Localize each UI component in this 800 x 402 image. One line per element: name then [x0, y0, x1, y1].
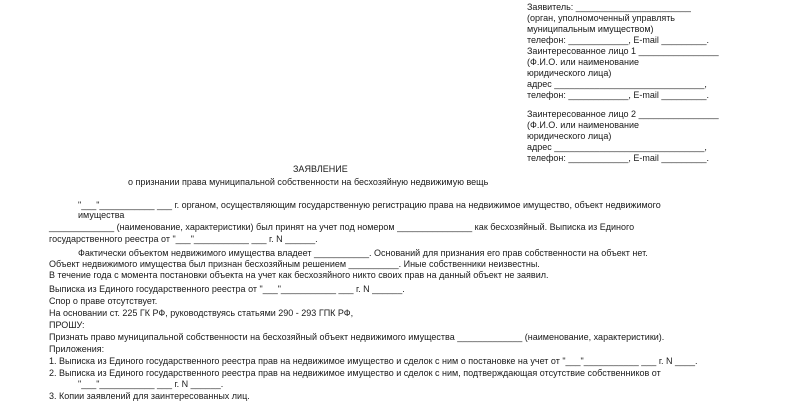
party2-address: адрес ______________________________,: [527, 142, 707, 152]
body-p4: Выписка из Единого государственного реестра от "___"___________ ___ г. N ______.: [49, 284, 405, 294]
attachment-1: 1. Выписка из Единого государственного реестра прав на недвижимое имущество и сделок с ним о постановке на учет от "___"___________ ___ г. N ____.: [49, 356, 698, 366]
body-p1-line1: "___"___________ ___ г. органом, осуществляющим государственную регистрацию права на недвижимое имущество, объект недвижимого: [78, 200, 661, 210]
document-subtitle: о признании права муниципальной собственности на бесхозяйную недвижимую вещь: [128, 177, 489, 187]
attachment-2-line1: 2. Выписка из Единого государственного реестра прав на недвижимое имущество и сделок с ним, подтверждающая отсутствие собственников от: [49, 368, 661, 378]
body-p6: На основании ст. 225 ГК РФ, руководствуясь статьями 290 - 293 ГПК РФ,: [49, 308, 354, 318]
applicant-line: Заявитель: _______________________: [527, 2, 691, 12]
attachments-heading: Приложения:: [49, 344, 105, 354]
party1-line: Заинтересованное лицо 1 ________________: [527, 46, 719, 56]
party2-phone: телефон: ____________, E-mail _________.: [527, 153, 709, 163]
body-p7: ПРОШУ:: [49, 320, 85, 330]
document-title: ЗАЯВЛЕНИЕ: [293, 164, 348, 174]
body-p8: Признать право муниципальной собственности на бесхозяйный объект недвижимого имущества _____________ (наименование, характеристики).: [49, 332, 665, 342]
party2-note-1: (Ф.И.О. или наименование: [527, 120, 639, 130]
body-p1-line3: _____________ (наименование, характеристики) был принят на учет под номером _______________ как бесхозяйный. Выписка из Единого: [49, 222, 635, 232]
party2-line: Заинтересованное лицо 2 ________________: [527, 109, 719, 119]
body-p2-line2: Объект недвижимого имущества был признан бесхозяйным решением __________. Иные собственники неизвестны.: [49, 259, 540, 269]
applicant-phone: телефон: ____________, E-mail _________.: [527, 35, 709, 45]
body-p1-line4: государственного реестра от "___"___________ ___ г. N ______.: [49, 234, 318, 244]
party1-note-1: (Ф.И.О. или наименование: [527, 57, 639, 67]
body-p1-line2: имущества: [78, 210, 125, 220]
body-p2-line1: Фактически объектом недвижимого имущества владеет ___________. Оснований для признания его прав собственности на объект нет.: [78, 248, 648, 258]
applicant-note-2: муниципальным имуществом): [527, 24, 654, 34]
party2-note-2: юридического лица): [527, 131, 612, 141]
party1-note-2: юридического лица): [527, 68, 612, 78]
applicant-note-1: (орган, уполномоченный управлять: [527, 13, 675, 23]
attachment-2-line2: "___"___________ ___ г. N ______.: [78, 379, 224, 389]
attachment-3: 3. Копии заявлений для заинтересованных лиц.: [49, 391, 250, 401]
body-p5: Спор о праве отсутствует.: [49, 296, 158, 306]
body-p3: В течение года с момента постановки объекта на учет как бесхозяйного никто своих прав на данный объект не заявил.: [49, 270, 549, 280]
party1-address: адрес ______________________________,: [527, 79, 707, 89]
party1-phone: телефон: ____________, E-mail _________.: [527, 90, 709, 100]
